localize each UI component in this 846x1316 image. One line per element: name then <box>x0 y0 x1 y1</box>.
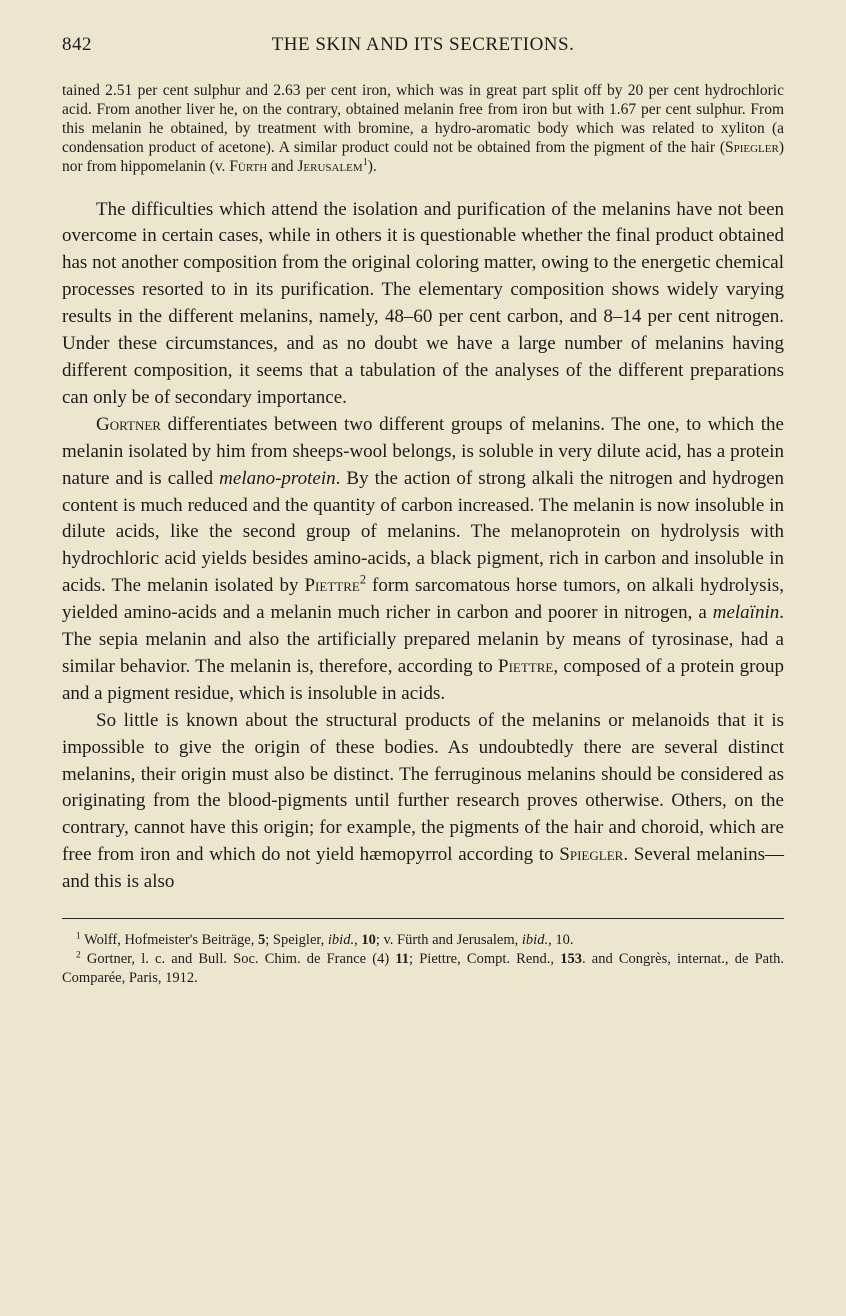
paragraph-structural-products: So little is known about the structural products of the melanins or melanoids that it is impossible to give the origin of these bodies. As undoubtedly there are several distinct melanins, their origin must also be distinct. The ferruginous melanins should be considered as originating from the blood-pigments until further research proves otherwise. Others, on the contrary, cannot have this origin; for example, the pigments of the hair and choroid, which are free from iron and which do not yield hæmopyrrol according to Spiegler. Several melanins—and this is also <box>62 709 784 893</box>
footnote-ref-1: 1 <box>362 156 368 168</box>
term-melainin: melaïnin <box>712 602 780 624</box>
footnote-rule <box>62 918 784 919</box>
page-header <box>62 34 784 60</box>
footnote-ref-2: 2 <box>359 572 366 587</box>
author-gortner: Gortner <box>96 413 161 435</box>
author-jerusalem: Jerusalem <box>297 157 363 175</box>
footnote-2: $^2$ Gortner, l. c. and Bull. Soc. Chim. de France (4) 11; Piettre, Compt. Rend., 153. and Congrès, internat., de Path. Comparée, Paris, 1912. <box>62 950 784 987</box>
footnotes <box>62 931 784 988</box>
author-piettre-2: Piettre <box>498 655 554 677</box>
page-number: 842 <box>62 34 92 55</box>
running-head: THE SKIN AND ITS SECRETIONS. <box>271 34 575 55</box>
footnote-1: $^1$ Wolff, Hofmeister's Beiträge, 5; Speigler, ibid., 10; v. Fürth and Jerusalem, ibid., 10. <box>76 931 574 949</box>
small-print-paragraph <box>62 82 784 177</box>
main-body <box>62 197 784 897</box>
paragraph-gortner: Gortner differentiates between two different groups of melanins. The one, to which the melanin isolated by him from sheeps-wool belongs, is soluble in very dilute acid, has a protein nature and is called melano-protein. By the action of strong alkali the nitrogen and hydrogen content is much reduced and the quantity of carbon increased. The melanin is now insoluble in dilute acids, like the second group of melanins. The melanoprotein on hydrolysis with hydrochloric acid yields besides amino-acids, a black pigment, rich in carbon and insoluble in acids. The melanin isolated by Piettre$^2$ form sarcomatous horse tumors, on alkali hydrolysis, yielded amino-acids and a melanin much richer in carbon and poorer in nitrogen, a melaïnin. The sepia melanin and also the artificially prepared melanin by means of tyrosinase, had a similar behavior. The melanin is, therefore, according to Piettre, composed of a protein group and a pigment residue, which is insoluble in acids. <box>62 413 785 704</box>
small-print-text: tained 2.51 per cent sulphur and 2.63 per cent iron, which was in great part split off by 20 per cent hydrochloric acid. From another liver he, on the contrary, obtained melanin free from iron but with 1.67 per cent sulphur. From this melanin he obtained, by treatment with bromine, a hydro-aromatic body which was related to xyliton (a condensation product of acetone). A similar product could not be obtained from the pigment of the hair (Spiegler) nor from hippomelanin (v. Fürth and Jerusalem$^1$). <box>62 82 784 175</box>
author-furth: Fürth <box>229 157 268 175</box>
author-spiegler: Spiegler <box>724 138 779 156</box>
term-melanoprotein: melano-protein <box>219 467 336 489</box>
author-piettre: Piettre <box>304 575 360 597</box>
paragraph-difficulties: The difficulties which attend the isolation and purification of the melanins have not been overcome in certain cases, while in others it is questionable whether the final product obtained has not another composition from the original coloring matter, owing to the energetic chemical processes resorted to in its purification. The elementary composition shows widely varying results in the different melanins, namely, 48–60 per cent carbon, and 8–14 per cent nitrogen. Under these circumstances, and as no doubt we have a large number of melanins having different composition, it seems that a tabulation of the analyses of the different preparations can only be of secondary importance. <box>62 198 784 408</box>
author-spiegler-2: Spiegler <box>559 844 624 866</box>
book-page <box>62 34 784 988</box>
